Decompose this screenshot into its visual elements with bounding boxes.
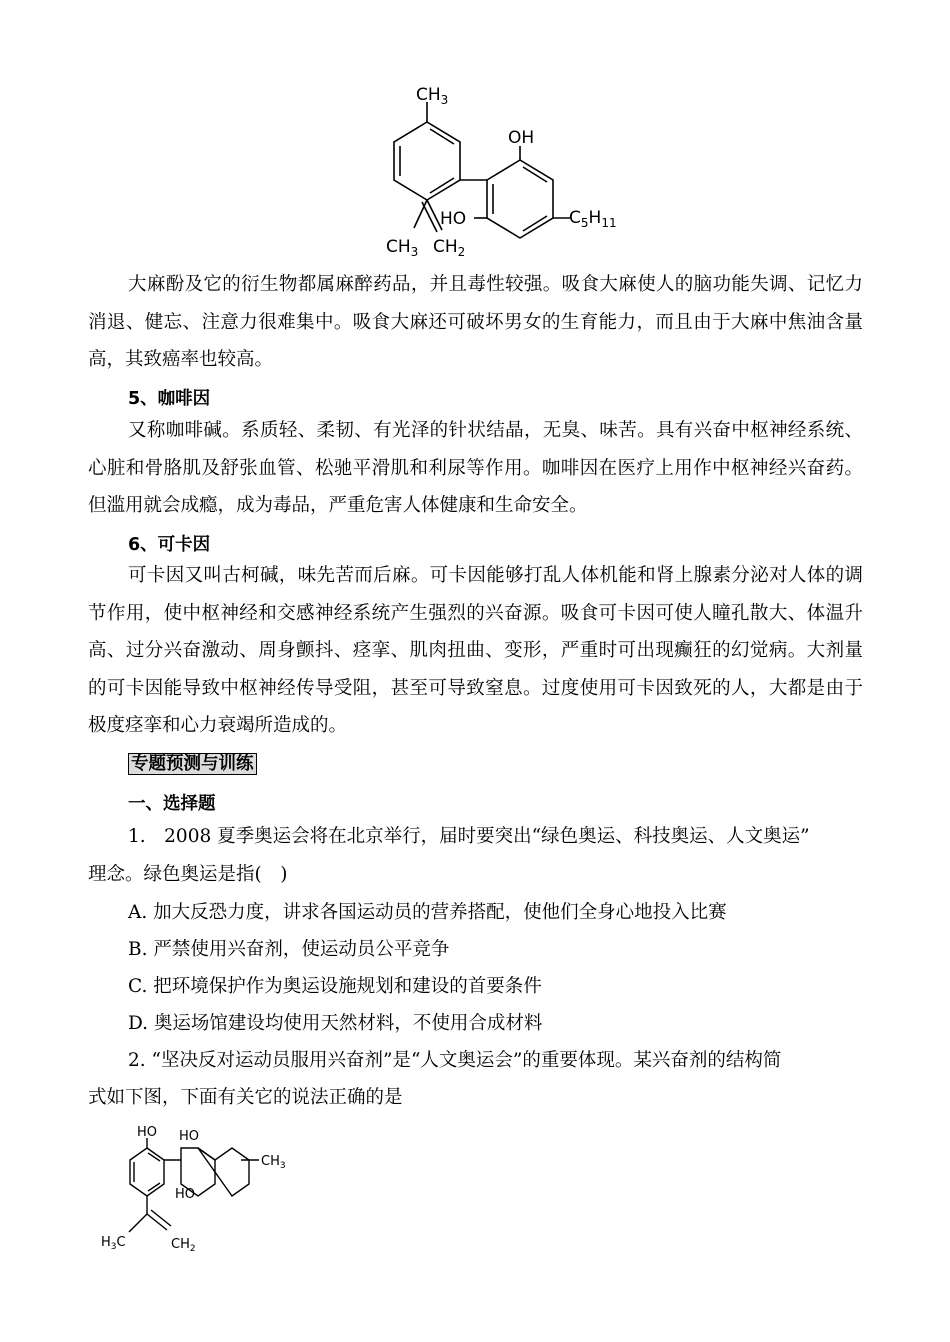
choice-heading: 一、选择题	[128, 794, 216, 814]
question-1-option-c: C. 把环境保护作为奥运设施规划和建设的首要条件	[128, 976, 542, 997]
label-ch2-bottom: $CH_2$	[171, 1237, 196, 1254]
label-ch3: $CH_3$	[261, 1154, 286, 1171]
chemical-structure-2	[95, 1118, 315, 1263]
question-1-option-a: A. 加大反恐力度，讲求各国运动员的营养搭配，使他们全身心地投入比赛	[128, 902, 727, 923]
question-1-line-2: 理念。绿色奥运是指( )	[88, 864, 288, 885]
question-1-option-b: B. 严禁使用兴奋剂，使运动员公平竞争	[128, 939, 450, 960]
label-oh: OH	[508, 128, 535, 148]
section-5-heading: 5、咖啡因	[128, 389, 211, 409]
question-1-option-d: D. 奥运场馆建设均使用天然材料，不使用合成材料	[128, 1013, 543, 1034]
section-5-text: 又称咖啡碱。系质轻、柔韧、有光泽的针状结晶，无臭、味苦。具有兴奋中枢神经系统、心脏和骨胳肌及舒张血管、松驰平滑肌和利尿等作用。咖啡因在医疗上用作中枢神经兴奋药。但滥用就会成瘾，成为毒品，严重危害人体健康和生命安全。	[88, 420, 863, 516]
section-6-text: 可卡因又叫古柯碱，味先苦而后麻。可卡因能够打乱人体机能和肾上腺素分泌对人体的调节作用，使中枢神经和交感神经系统产生强烈的兴奋源。吸食可卡因可使人瞳孔散大、体温升高、过分兴奋激动、周身颤抖、痉挛、肌肉扭曲、变形，严重时可出现癫狂的幻觉病。大剂量的可卡因能导致中枢神经传导受阻，甚至可导致窒息。过度使用可卡因致死的人，大都是由于极度痉挛和心力衰竭所造成的。	[88, 565, 863, 736]
label-h3c: $H_3C$	[101, 1235, 126, 1252]
label-ch2: $CH_2$	[433, 237, 466, 259]
label-ch3-top: $CH_3$	[416, 85, 449, 107]
label-ho-low: HO	[175, 1187, 196, 1202]
cannabis-paragraph: 大麻酚及它的衍生物都属麻醉药品，并且毒性较强。吸食大麻使人的脑功能失调、记忆力消退、健忘、注意力很难集中。吸食大麻还可破坏男女的生育能力，而且由于大麻中焦油含量高，其致癌率也较高。	[88, 274, 863, 370]
label-ho-top: HO	[137, 1125, 158, 1140]
practice-heading: 专题预测与训练	[128, 750, 257, 775]
question-2-line-1: 2. “坚决反对运动员服用兴奋剂”是“人文奥运会”的重要体现。某兴奋剂的结构简	[128, 1050, 782, 1071]
label-ho: HO	[440, 209, 467, 229]
question-2-line-2: 式如下图，下面有关它的说法正确的是	[88, 1087, 403, 1108]
chemical-structure-1	[370, 80, 620, 265]
section-6-heading: 6、可卡因	[128, 535, 211, 555]
label-c5h11: $C_5H_{11}$	[569, 208, 617, 230]
question-1-line-1: 1. 2008 夏季奥运会将在北京举行，届时要突出“绿色奥运、科技奥运、人文奥运”	[128, 826, 810, 847]
label-ho-mid: HO	[179, 1129, 200, 1144]
label-ch3-bottom: $CH_3$	[386, 237, 419, 259]
